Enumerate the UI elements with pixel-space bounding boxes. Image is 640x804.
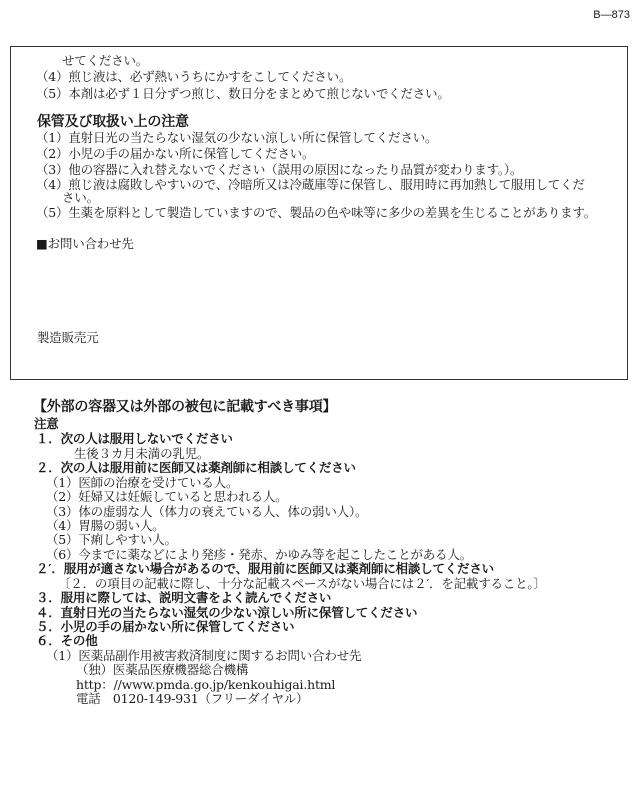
page-code: B―873 xyxy=(593,9,630,21)
text-line: （5）生薬を原料として製造していますので、製品の色や味等に多少の差異を生じることがあります。 xyxy=(36,205,597,220)
text-line: （3）他の容器に入れ替えないでください（誤用の原因になったり品質が変わります。）。 xyxy=(36,162,523,177)
list-item: 〔２．の項目の記載に際し、十分な記載スペースがない場合には２′．を記載すること。〕 xyxy=(58,576,546,591)
text-line: （1）直射日光の当たらない湿気の少ない涼しい所に保管してください。 xyxy=(36,130,438,145)
list-item: （1）医薬品副作用被害救済制度に関するお問い合わせ先 xyxy=(46,648,362,663)
section-title: 【外部の容器又は外部の被包に記載すべき事項】 xyxy=(33,399,337,415)
manufacturer-label: 製造販売元 xyxy=(37,330,99,345)
text-line: （5）本剤は必ず１日分ずつ煎じ、数日分をまとめて煎じないでください。 xyxy=(36,86,450,101)
list-item: 電話 0120-149-931（フリーダイヤル） xyxy=(76,691,309,706)
list-item: ５．小児の手の届かない所に保管してください xyxy=(36,619,295,634)
list-item: １．次の人は服用しないでください xyxy=(36,431,233,446)
list-item: （独）医薬品医療機器総合機構 xyxy=(76,662,249,677)
list-item: （3）体の虚弱な人（体力の衰えている人、体の弱い人）。 xyxy=(46,504,368,519)
text-line: （4）煎じ液は、必ず熱いうちにかすをこしてください。 xyxy=(36,69,352,84)
list-item: http：//www.pmda.go.jp/kenkouhigai.html xyxy=(76,677,336,692)
list-item: （1）医師の治療を受けている人。 xyxy=(46,475,239,490)
list-item: ４．直射日光の当たらない湿気の少ない涼しい所に保管してください xyxy=(36,605,418,620)
list-item: （6）今までに薬などにより発疹・発赤、かゆみ等を起こしたことがある人。 xyxy=(46,547,472,562)
list-item: ６．その他 xyxy=(36,633,98,648)
text-line: さい。 xyxy=(62,190,99,205)
list-item: ３．服用に際しては、説明文書をよく読んでください xyxy=(36,590,332,605)
storage-heading: 保管及び取扱い上の注意 xyxy=(37,114,189,130)
caution-label: 注意 xyxy=(34,416,59,431)
list-item: （2）妊婦又は妊娠していると思われる人。 xyxy=(46,489,288,504)
list-item: 生後３カ月未満の乳児。 xyxy=(74,446,210,461)
list-item: ２．次の人は服用前に医師又は薬剤師に相談してください xyxy=(36,460,356,475)
list-item: （5）下痢しやすい人。 xyxy=(46,532,177,547)
inquiry-label: ■お問い合わせ先 xyxy=(36,236,134,251)
text-line: せてください。 xyxy=(62,53,149,68)
list-item: ２′．服用が適さない場合があるので、服用前に医師又は薬剤師に相談してください xyxy=(36,561,494,576)
text-line: （4）煎じ液は腐敗しやすいので、冷暗所又は冷蔵庫等に保管し、服用時に再加熱して服用してくだ xyxy=(36,177,585,192)
list-item: （4）胃腸の弱い人。 xyxy=(46,518,165,533)
text-line: （2）小児の手の届かない所に保管してください。 xyxy=(36,146,315,161)
